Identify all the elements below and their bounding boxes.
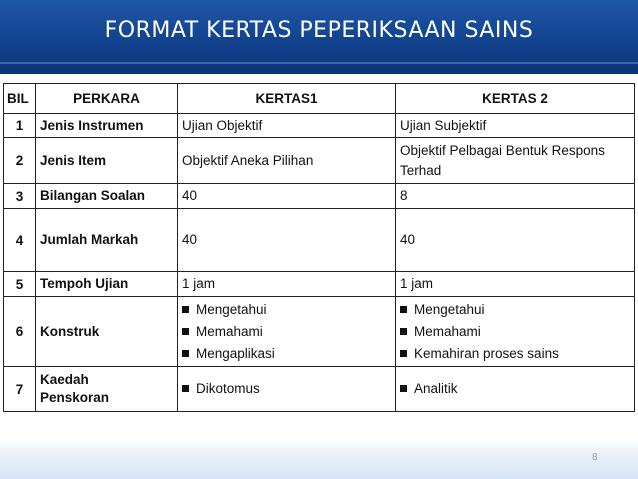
square-bullet-icon bbox=[182, 385, 189, 392]
square-bullet-icon bbox=[182, 328, 189, 335]
exam-format-table bbox=[3, 83, 635, 412]
kertas1-bullet-list bbox=[182, 299, 391, 365]
perkara-cell: Jumlah Markah bbox=[36, 209, 178, 272]
page-number: 8 bbox=[592, 452, 598, 463]
square-bullet-icon bbox=[182, 350, 189, 357]
kertas1-cell: Objektif Aneka Pilihan bbox=[178, 138, 396, 184]
table-row bbox=[4, 114, 635, 138]
kertas2-bullet-list bbox=[400, 299, 630, 365]
square-bullet-icon bbox=[400, 306, 407, 313]
table-row bbox=[4, 367, 635, 412]
kertas2-cell: Objektif Pelbagai Bentuk Respons Terhad bbox=[396, 138, 635, 184]
slide-header bbox=[0, 0, 638, 74]
list-item: Mengetahui bbox=[400, 299, 630, 321]
list-item: Mengetahui bbox=[182, 299, 391, 321]
kertas1-bullet-list bbox=[182, 378, 391, 400]
kertas2-cell: 1 jam bbox=[396, 272, 635, 297]
list-item: Dikotomus bbox=[182, 378, 391, 400]
bil-cell: 1 bbox=[4, 114, 36, 138]
kertas1-cell bbox=[178, 367, 396, 412]
bil-cell: 2 bbox=[4, 138, 36, 184]
bil-cell: 7 bbox=[4, 367, 36, 412]
kertas1-cell bbox=[178, 297, 396, 367]
bil-cell: 5 bbox=[4, 272, 36, 297]
kertas1-cell: 40 bbox=[178, 209, 396, 272]
square-bullet-icon bbox=[182, 306, 189, 313]
kertas1-cell: Ujian Objektif bbox=[178, 114, 396, 138]
table-header-row bbox=[4, 84, 635, 114]
kertas2-cell: 8 bbox=[396, 184, 635, 209]
table-row bbox=[4, 138, 635, 184]
bil-cell: 4 bbox=[4, 209, 36, 272]
header-bil: BIL bbox=[4, 84, 36, 114]
footer-band bbox=[0, 440, 638, 479]
header-perkara: PERKARA bbox=[36, 84, 178, 114]
list-item: Memahami bbox=[182, 321, 391, 343]
slide-title: FORMAT KERTAS PEPERIKSAAN SAINS bbox=[104, 18, 534, 43]
perkara-cell: Tempoh Ujian bbox=[36, 272, 178, 297]
kertas2-cell: Ujian Subjektif bbox=[396, 114, 635, 138]
table-row bbox=[4, 272, 635, 297]
header-kertas2: KERTAS 2 bbox=[396, 84, 635, 114]
table-row bbox=[4, 209, 635, 272]
list-item: Memahami bbox=[400, 321, 630, 343]
kertas2-cell bbox=[396, 367, 635, 412]
table-row bbox=[4, 297, 635, 367]
square-bullet-icon bbox=[400, 328, 407, 335]
list-item: Kemahiran proses sains bbox=[400, 343, 630, 365]
bil-cell: 6 bbox=[4, 297, 36, 367]
perkara-cell: Konstruk bbox=[36, 297, 178, 367]
table-row bbox=[4, 184, 635, 209]
kertas2-cell bbox=[396, 297, 635, 367]
perkara-cell: Jenis Instrumen bbox=[36, 114, 178, 138]
kertas1-cell: 40 bbox=[178, 184, 396, 209]
square-bullet-icon bbox=[400, 350, 407, 357]
square-bullet-icon bbox=[400, 385, 407, 392]
header-kertas1: KERTAS1 bbox=[178, 84, 396, 114]
kertas1-cell: 1 jam bbox=[178, 272, 396, 297]
bil-cell: 3 bbox=[4, 184, 36, 209]
perkara-cell: Kaedah Penskoran bbox=[36, 367, 178, 412]
kertas2-cell: 40 bbox=[396, 209, 635, 272]
kertas2-bullet-list bbox=[400, 378, 630, 400]
perkara-cell: Jenis Item bbox=[36, 138, 178, 184]
header-divider bbox=[0, 62, 638, 64]
list-item: Mengaplikasi bbox=[182, 343, 391, 365]
perkara-cell: Bilangan Soalan bbox=[36, 184, 178, 209]
list-item: Analitik bbox=[400, 378, 630, 400]
